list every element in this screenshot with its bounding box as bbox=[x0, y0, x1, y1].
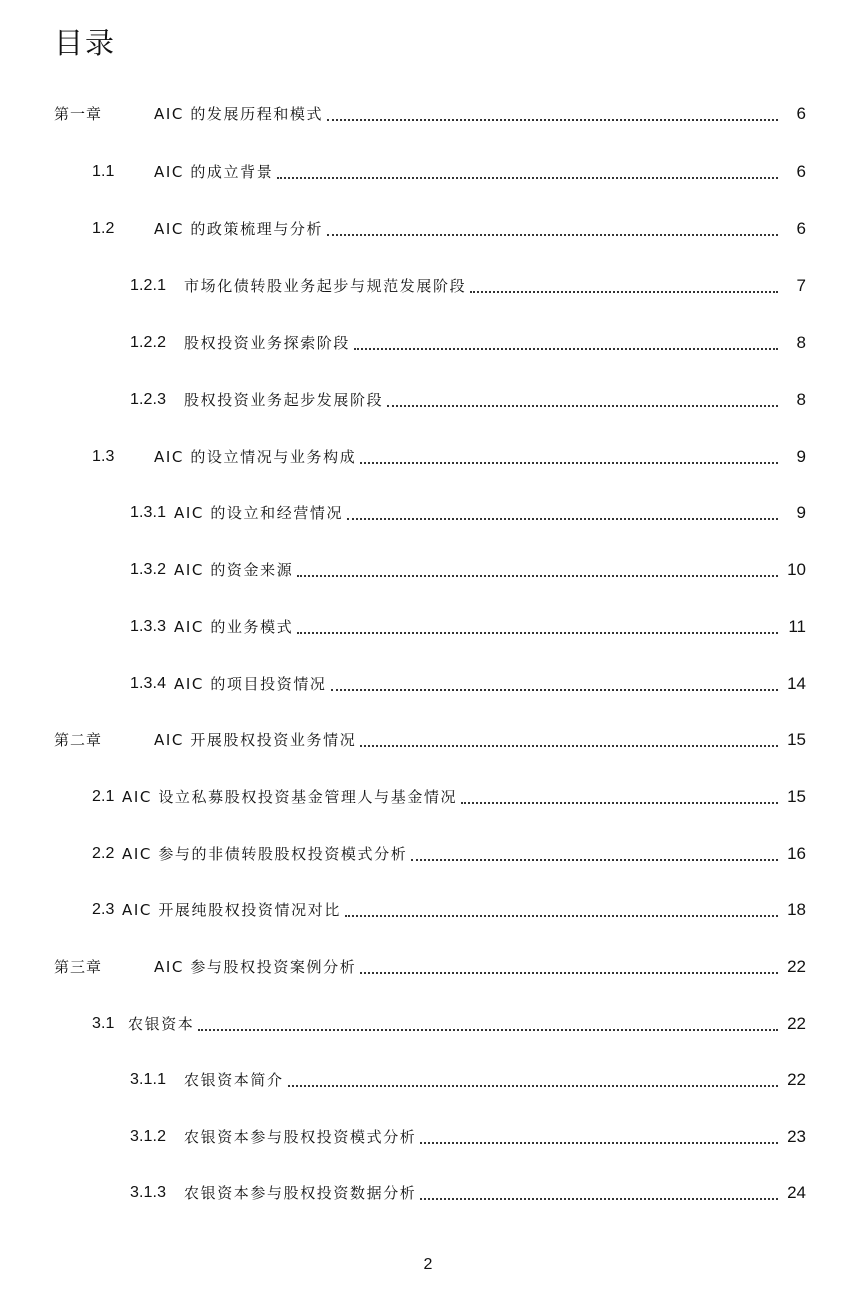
toc-entry-number: 1.3 bbox=[92, 448, 115, 465]
toc-entry[interactable] bbox=[54, 724, 806, 752]
dot-leader bbox=[277, 176, 778, 179]
toc-entry-page: 8 bbox=[796, 333, 806, 352]
toc-entry-page: 7 bbox=[796, 276, 806, 295]
toc-entry-title: AIC 设立私募股权投资基金管理人与基金情况 bbox=[122, 788, 458, 806]
toc-entry-title: 农银资本参与股权投资模式分析 bbox=[184, 1128, 417, 1146]
toc-entry-page: 16 bbox=[787, 844, 806, 863]
dot-leader bbox=[331, 688, 778, 691]
toc-entry-number: 1.3.1 bbox=[130, 504, 167, 521]
page-number: 2 bbox=[423, 1256, 433, 1273]
toc-entry-page: 10 bbox=[787, 560, 806, 579]
toc-entry-page: 18 bbox=[787, 900, 806, 919]
toc-entry-title: AIC 的设立和经营情况 bbox=[174, 504, 344, 522]
toc-entry-number: 3.1.3 bbox=[130, 1184, 167, 1201]
toc-entry-page: 22 bbox=[787, 1070, 806, 1089]
toc-entry-number: 第三章 bbox=[54, 958, 103, 976]
toc-entry-page: 15 bbox=[787, 787, 806, 806]
toc-entry[interactable] bbox=[92, 441, 806, 469]
toc-entry-page: 24 bbox=[787, 1183, 806, 1202]
toc-entry-number: 1.2.1 bbox=[130, 277, 167, 294]
dot-leader bbox=[297, 574, 778, 577]
dot-leader bbox=[347, 517, 778, 520]
toc-entry-page: 22 bbox=[787, 1014, 806, 1033]
toc-entry-page: 14 bbox=[787, 674, 806, 693]
toc-entry-page: 6 bbox=[796, 219, 806, 238]
dot-leader bbox=[420, 1141, 778, 1144]
toc-entry-title: 农银资本参与股权投资数据分析 bbox=[184, 1184, 417, 1202]
toc-entry[interactable] bbox=[130, 497, 806, 525]
toc-entry-number: 3.1 bbox=[92, 1015, 115, 1032]
dot-leader bbox=[354, 347, 778, 350]
toc-entry[interactable] bbox=[130, 668, 806, 696]
toc-entry-title: AIC 开展股权投资业务情况 bbox=[154, 731, 357, 749]
toc-entry-title: 农银资本简介 bbox=[184, 1071, 284, 1089]
toc-entry-page: 6 bbox=[796, 104, 806, 123]
toc-entry-number: 3.1.2 bbox=[130, 1128, 167, 1145]
dot-leader bbox=[387, 404, 778, 407]
dot-leader bbox=[360, 971, 778, 974]
toc-entry-number: 第一章 bbox=[54, 105, 103, 123]
toc-entry-title: 股权投资业务起步发展阶段 bbox=[184, 391, 384, 409]
toc-entry-title: AIC 的项目投资情况 bbox=[174, 675, 327, 693]
dot-leader bbox=[360, 461, 778, 464]
toc-entry-title: AIC 开展纯股权投资情况对比 bbox=[122, 901, 341, 919]
toc-entry-title: 农银资本 bbox=[128, 1015, 195, 1033]
toc-entry[interactable] bbox=[130, 384, 806, 412]
dot-leader bbox=[345, 914, 778, 917]
toc-entry[interactable] bbox=[54, 951, 806, 979]
dot-leader bbox=[198, 1028, 778, 1031]
toc-entry[interactable] bbox=[130, 554, 806, 582]
toc-entry[interactable] bbox=[54, 98, 806, 126]
toc-entry[interactable] bbox=[130, 1064, 806, 1092]
toc-entry-number: 1.2.3 bbox=[130, 391, 167, 408]
toc-entry[interactable] bbox=[130, 327, 806, 355]
dot-leader bbox=[420, 1197, 778, 1200]
toc-entry[interactable] bbox=[92, 781, 806, 809]
toc-entry[interactable] bbox=[130, 1177, 806, 1205]
dot-leader bbox=[470, 290, 778, 293]
toc-entry-title: AIC 参与的非债转股股权投资模式分析 bbox=[122, 845, 408, 863]
toc-entry[interactable] bbox=[130, 1121, 806, 1149]
page-title: 目录 bbox=[54, 26, 117, 60]
dot-leader bbox=[297, 631, 778, 634]
toc-entry-page: 8 bbox=[796, 390, 806, 409]
toc-entry[interactable] bbox=[92, 156, 806, 184]
toc-entry-page: 11 bbox=[788, 617, 806, 636]
toc-entry-number: 1.2.2 bbox=[130, 334, 167, 351]
toc-entry-page: 23 bbox=[787, 1127, 806, 1146]
toc-entry-page: 9 bbox=[796, 447, 806, 466]
toc-entry[interactable] bbox=[130, 270, 806, 298]
toc-entry-title: AIC 的业务模式 bbox=[174, 618, 294, 636]
toc-entry[interactable] bbox=[130, 611, 806, 639]
toc-entry-title: AIC 的成立背景 bbox=[154, 163, 274, 181]
dot-leader bbox=[461, 801, 778, 804]
toc-entry-number: 2.2 bbox=[92, 845, 115, 862]
toc-entry-page: 15 bbox=[787, 730, 806, 749]
toc-entry-page: 6 bbox=[796, 162, 806, 181]
dot-leader bbox=[327, 233, 778, 236]
toc-entry-number: 1.3.3 bbox=[130, 618, 167, 635]
toc-entry-number: 3.1.1 bbox=[130, 1071, 167, 1088]
toc-entry[interactable] bbox=[92, 838, 806, 866]
toc-entry-page: 9 bbox=[796, 503, 806, 522]
toc-entry-number: 1.3.4 bbox=[130, 675, 167, 692]
dot-leader bbox=[411, 858, 778, 861]
toc-entry[interactable] bbox=[92, 894, 806, 922]
toc-entry-title: AIC 的资金来源 bbox=[174, 561, 294, 579]
toc-entry-number: 1.1 bbox=[92, 163, 115, 180]
dot-leader bbox=[288, 1084, 778, 1087]
toc-entry-number: 2.1 bbox=[92, 788, 115, 805]
toc-entry-number: 1.3.2 bbox=[130, 561, 167, 578]
dot-leader bbox=[360, 744, 778, 747]
toc-entry-title: AIC 参与股权投资案例分析 bbox=[154, 958, 357, 976]
toc-entry-number: 第二章 bbox=[54, 731, 103, 749]
toc-entry-title: AIC 的设立情况与业务构成 bbox=[154, 448, 357, 466]
toc-entry-page: 22 bbox=[787, 957, 806, 976]
toc-entry-title: 股权投资业务探索阶段 bbox=[184, 334, 351, 352]
dot-leader bbox=[327, 118, 778, 121]
toc-entry-title: AIC 的政策梳理与分析 bbox=[154, 220, 324, 238]
toc-entry[interactable] bbox=[92, 213, 806, 241]
toc-entry-title: 市场化债转股业务起步与规范发展阶段 bbox=[184, 277, 467, 295]
toc-entry-number: 1.2 bbox=[92, 220, 115, 237]
toc-entry-title: AIC 的发展历程和模式 bbox=[154, 105, 324, 123]
toc-entry-number: 2.3 bbox=[92, 901, 115, 918]
toc-entry[interactable] bbox=[92, 1008, 806, 1036]
